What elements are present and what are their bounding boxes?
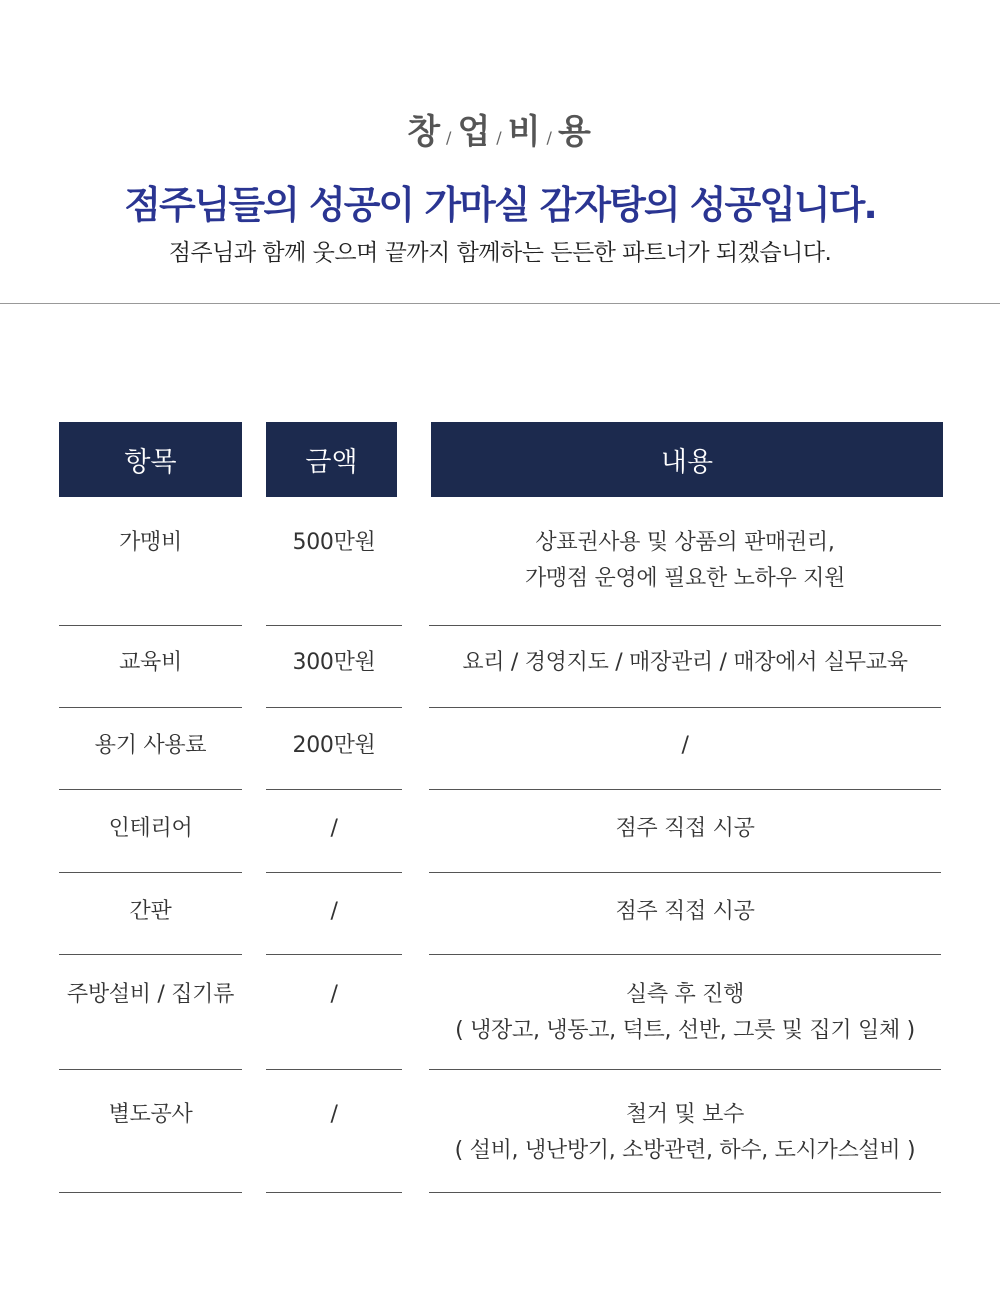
kicker-char: 용: [557, 112, 593, 152]
cell-content: [429, 811, 941, 847]
cell-content: [429, 1097, 941, 1169]
kicker-separator: /: [446, 128, 454, 147]
content-line: ( 설비, 냉난방기, 소방관련, 하수, 도시가스설비 ): [454, 1138, 916, 1163]
cell-content: [429, 894, 941, 930]
section-kicker: [0, 104, 1000, 153]
row-divider: [59, 707, 242, 708]
row-divider: [59, 789, 242, 790]
row-divider: [429, 789, 941, 790]
cell-amount: /: [330, 1102, 338, 1127]
row-divider: [266, 954, 402, 955]
table-header-content: 내용: [431, 422, 943, 497]
row-divider: [59, 1192, 242, 1193]
content-line: 요리 / 경영지도 / 매장관리 / 매장에서 실무교육: [462, 650, 908, 675]
row-divider: [429, 707, 941, 708]
row-divider: [429, 1069, 941, 1070]
cell-content: [429, 525, 941, 597]
content-line: 실측 후 진행: [625, 982, 745, 1007]
section-divider: [0, 303, 1000, 304]
cell-content: [429, 728, 941, 764]
content-line: 가맹점 운영에 필요한 노하우 지원: [524, 566, 846, 591]
content-line: ( 냉장고, 냉동고, 덕트, 선반, 그릇 및 집기 일체 ): [455, 1018, 915, 1043]
row-divider: [266, 1069, 402, 1070]
kicker-char: 비: [507, 112, 543, 152]
row-divider: [59, 1069, 242, 1070]
cell-amount: /: [330, 899, 338, 924]
header-section: [0, 0, 1000, 304]
subheadline: 점주님과 함께 웃으며 끝까지 함께하는 든든한 파트너가 되겠습니다.: [168, 240, 832, 266]
cell-item: 인테리어: [108, 816, 193, 841]
content-line: 점주 직접 시공: [615, 899, 755, 924]
cell-item: 간판: [129, 899, 172, 924]
row-divider: [266, 872, 402, 873]
cell-content: [429, 645, 941, 681]
content-line: 철거 및 보수: [625, 1102, 745, 1127]
row-divider: [429, 1192, 941, 1193]
kicker-char: 업: [457, 112, 493, 152]
cell-amount: /: [330, 982, 338, 1007]
content-line: /: [681, 733, 689, 758]
row-divider: [59, 954, 242, 955]
row-divider: [266, 625, 402, 626]
cell-item: 주방설비 / 집기류: [66, 982, 235, 1007]
table-header-amount: 금액: [266, 422, 397, 497]
row-divider: [266, 789, 402, 790]
cell-amount: 300만원: [292, 650, 376, 675]
row-divider: [266, 1192, 402, 1193]
cell-item: 가맹비: [119, 530, 182, 555]
cell-amount: 200만원: [292, 733, 376, 758]
cell-amount: /: [330, 816, 338, 841]
row-divider: [429, 954, 941, 955]
row-divider: [429, 872, 941, 873]
content-line: 상표권사용 및 상품의 판매권리,: [535, 530, 835, 555]
kicker-separator: /: [496, 128, 504, 147]
row-divider: [59, 872, 242, 873]
content-line: 점주 직접 시공: [615, 816, 755, 841]
row-divider: [429, 625, 941, 626]
row-divider: [59, 625, 242, 626]
cell-item: 별도공사: [108, 1102, 193, 1127]
row-divider: [266, 707, 402, 708]
table-header-item: 항목: [59, 422, 242, 497]
cell-content: [429, 977, 941, 1049]
cell-item: 용기 사용료: [94, 733, 207, 758]
cell-amount: 500만원: [292, 530, 376, 555]
kicker-separator: /: [546, 128, 554, 147]
headline: 점주님들의 성공이 가마실 감자탕의 성공입니다.: [124, 183, 876, 227]
kicker-char: 창: [407, 112, 443, 152]
cell-item: 교육비: [119, 650, 182, 675]
